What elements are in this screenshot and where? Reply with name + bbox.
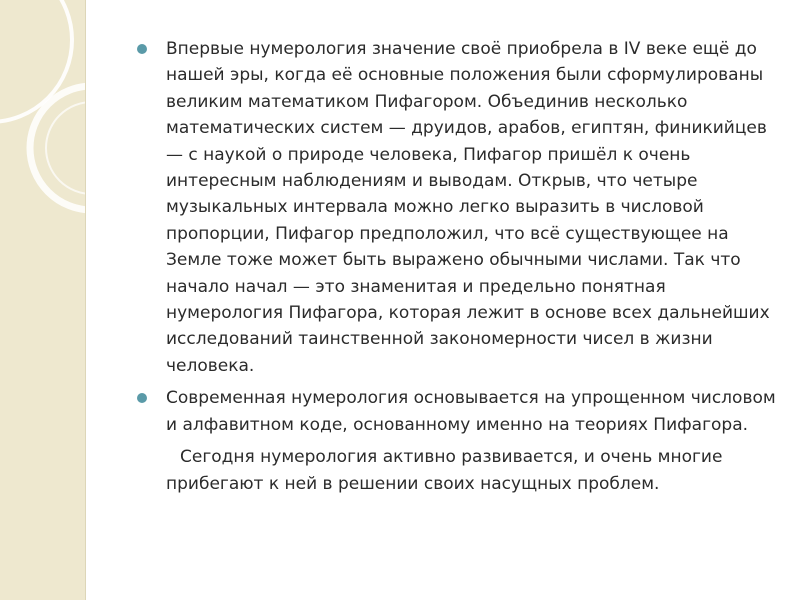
paragraph-text: Впервые нумерология значение своё приобрела в IV веке ещё до нашей эры, когда её основные положения были сформулированы великим математиком Пифагором. Объединив несколько математических систем — друидов, арабов, египтян, финикийцев — с наукой о природе человека, Пифагор пришёл к очень интересным наблюдениям и выводам. Открыв, что четыре музыкальных интервала можно легко выразить в числовой пропорции, Пифагор предположил, что всё существующее на Земле тоже может быть выражено обычными числами. Так что начало начал — это знаменитая и предельно понятная нумерология Пифагора, которая лежит в основе всех дальнейших исследований таинственной закономерности чисел в жизни человека. bbox=[166, 39, 770, 376]
paragraph-text: Сегодня нумерология активно развивается, и очень многие прибегают к ней в решении своих насущных проблем. bbox=[166, 447, 723, 494]
paragraph-text: Современная нумерология основывается на упрощенном числовом и алфавитном коде, основанному именно на теориях Пифагора. bbox=[166, 388, 776, 435]
slide-body bbox=[130, 36, 780, 497]
concentric-rings-icon bbox=[0, 0, 86, 600]
bullet-icon bbox=[137, 44, 147, 54]
bullet-icon bbox=[137, 393, 147, 403]
indented-paragraph bbox=[130, 444, 780, 497]
bullet-paragraph bbox=[130, 385, 780, 438]
decorative-side-panel bbox=[0, 0, 86, 600]
bullet-paragraph bbox=[130, 36, 780, 379]
